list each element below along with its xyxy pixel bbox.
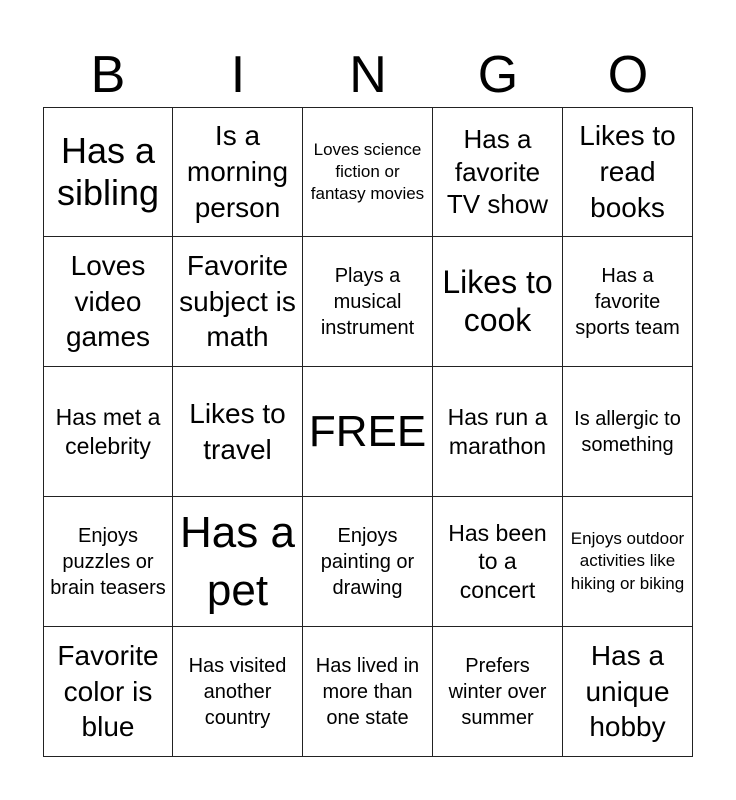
- cell-text: Has a favorite sports team: [575, 264, 680, 339]
- free-space-label: FREE: [308, 406, 427, 456]
- cell-text: Favorite color is blue: [57, 639, 159, 743]
- bingo-cell[interactable]: [43, 237, 173, 367]
- cell-text: Has run a marathon: [447, 404, 548, 459]
- cell-text: Prefers winter over summer: [448, 654, 547, 729]
- bingo-cell[interactable]: [303, 627, 433, 757]
- header-letter-n: N: [349, 46, 387, 104]
- bingo-cell[interactable]: [43, 367, 173, 497]
- bingo-cell[interactable]: [43, 107, 173, 237]
- bingo-cell[interactable]: [433, 627, 563, 757]
- cell-text: Likes to cook: [442, 264, 553, 338]
- bingo-cell[interactable]: [173, 627, 303, 757]
- header-letter-b: B: [90, 46, 126, 104]
- cell-text: Has lived in more than one state: [315, 654, 420, 729]
- bingo-cell[interactable]: [433, 367, 563, 497]
- cell-text: Likes to travel: [189, 397, 286, 465]
- cell-text: Likes to read books: [579, 120, 676, 223]
- cell-text: Has a sibling: [56, 129, 160, 213]
- bingo-cell[interactable]: [563, 627, 693, 757]
- cell-text: Has visited another country: [188, 654, 287, 729]
- free-space-cell[interactable]: [303, 367, 433, 497]
- cell-text: Has been to a concert: [448, 520, 547, 603]
- bingo-cell[interactable]: [173, 107, 303, 237]
- bingo-cell[interactable]: [433, 497, 563, 627]
- bingo-cell[interactable]: [43, 627, 173, 757]
- bingo-cell[interactable]: [43, 497, 173, 627]
- bingo-cell[interactable]: [563, 237, 693, 367]
- bingo-cell[interactable]: [563, 497, 693, 627]
- header-letter-g: G: [477, 46, 519, 104]
- bingo-cell[interactable]: [173, 237, 303, 367]
- bingo-cell[interactable]: [433, 107, 563, 237]
- bingo-cell[interactable]: [173, 497, 303, 627]
- bingo-header: [43, 44, 693, 106]
- cell-text: Is allergic to something: [574, 407, 681, 456]
- cell-text: Has a favorite TV show: [446, 124, 549, 220]
- cell-text: Favorite subject is math: [179, 249, 296, 353]
- header-letter-i: I: [230, 46, 246, 104]
- bingo-cell[interactable]: [303, 237, 433, 367]
- bingo-cell[interactable]: [173, 367, 303, 497]
- cell-text: Loves video games: [65, 249, 151, 353]
- cell-text: Is a morning person: [186, 120, 289, 223]
- cell-text: Enjoys outdoor activities like hiking or biking: [570, 529, 685, 593]
- cell-text: Has met a celebrity: [55, 404, 161, 459]
- cell-text: Enjoys painting or drawing: [320, 524, 415, 599]
- bingo-board: [43, 107, 693, 757]
- bingo-cell[interactable]: [563, 367, 693, 497]
- header-letter-o: O: [607, 46, 649, 104]
- cell-text: Has a unique hobby: [585, 639, 670, 743]
- cell-text: Enjoys puzzles or brain teasers: [50, 524, 166, 599]
- bingo-cell[interactable]: [303, 497, 433, 627]
- bingo-cell[interactable]: [433, 237, 563, 367]
- cell-text: Loves science fiction or fantasy movies: [310, 139, 425, 204]
- cell-text: Has a pet: [180, 508, 295, 615]
- cell-text: Plays a musical instrument: [320, 264, 415, 339]
- bingo-cell[interactable]: [563, 107, 693, 237]
- bingo-cell[interactable]: [303, 107, 433, 237]
